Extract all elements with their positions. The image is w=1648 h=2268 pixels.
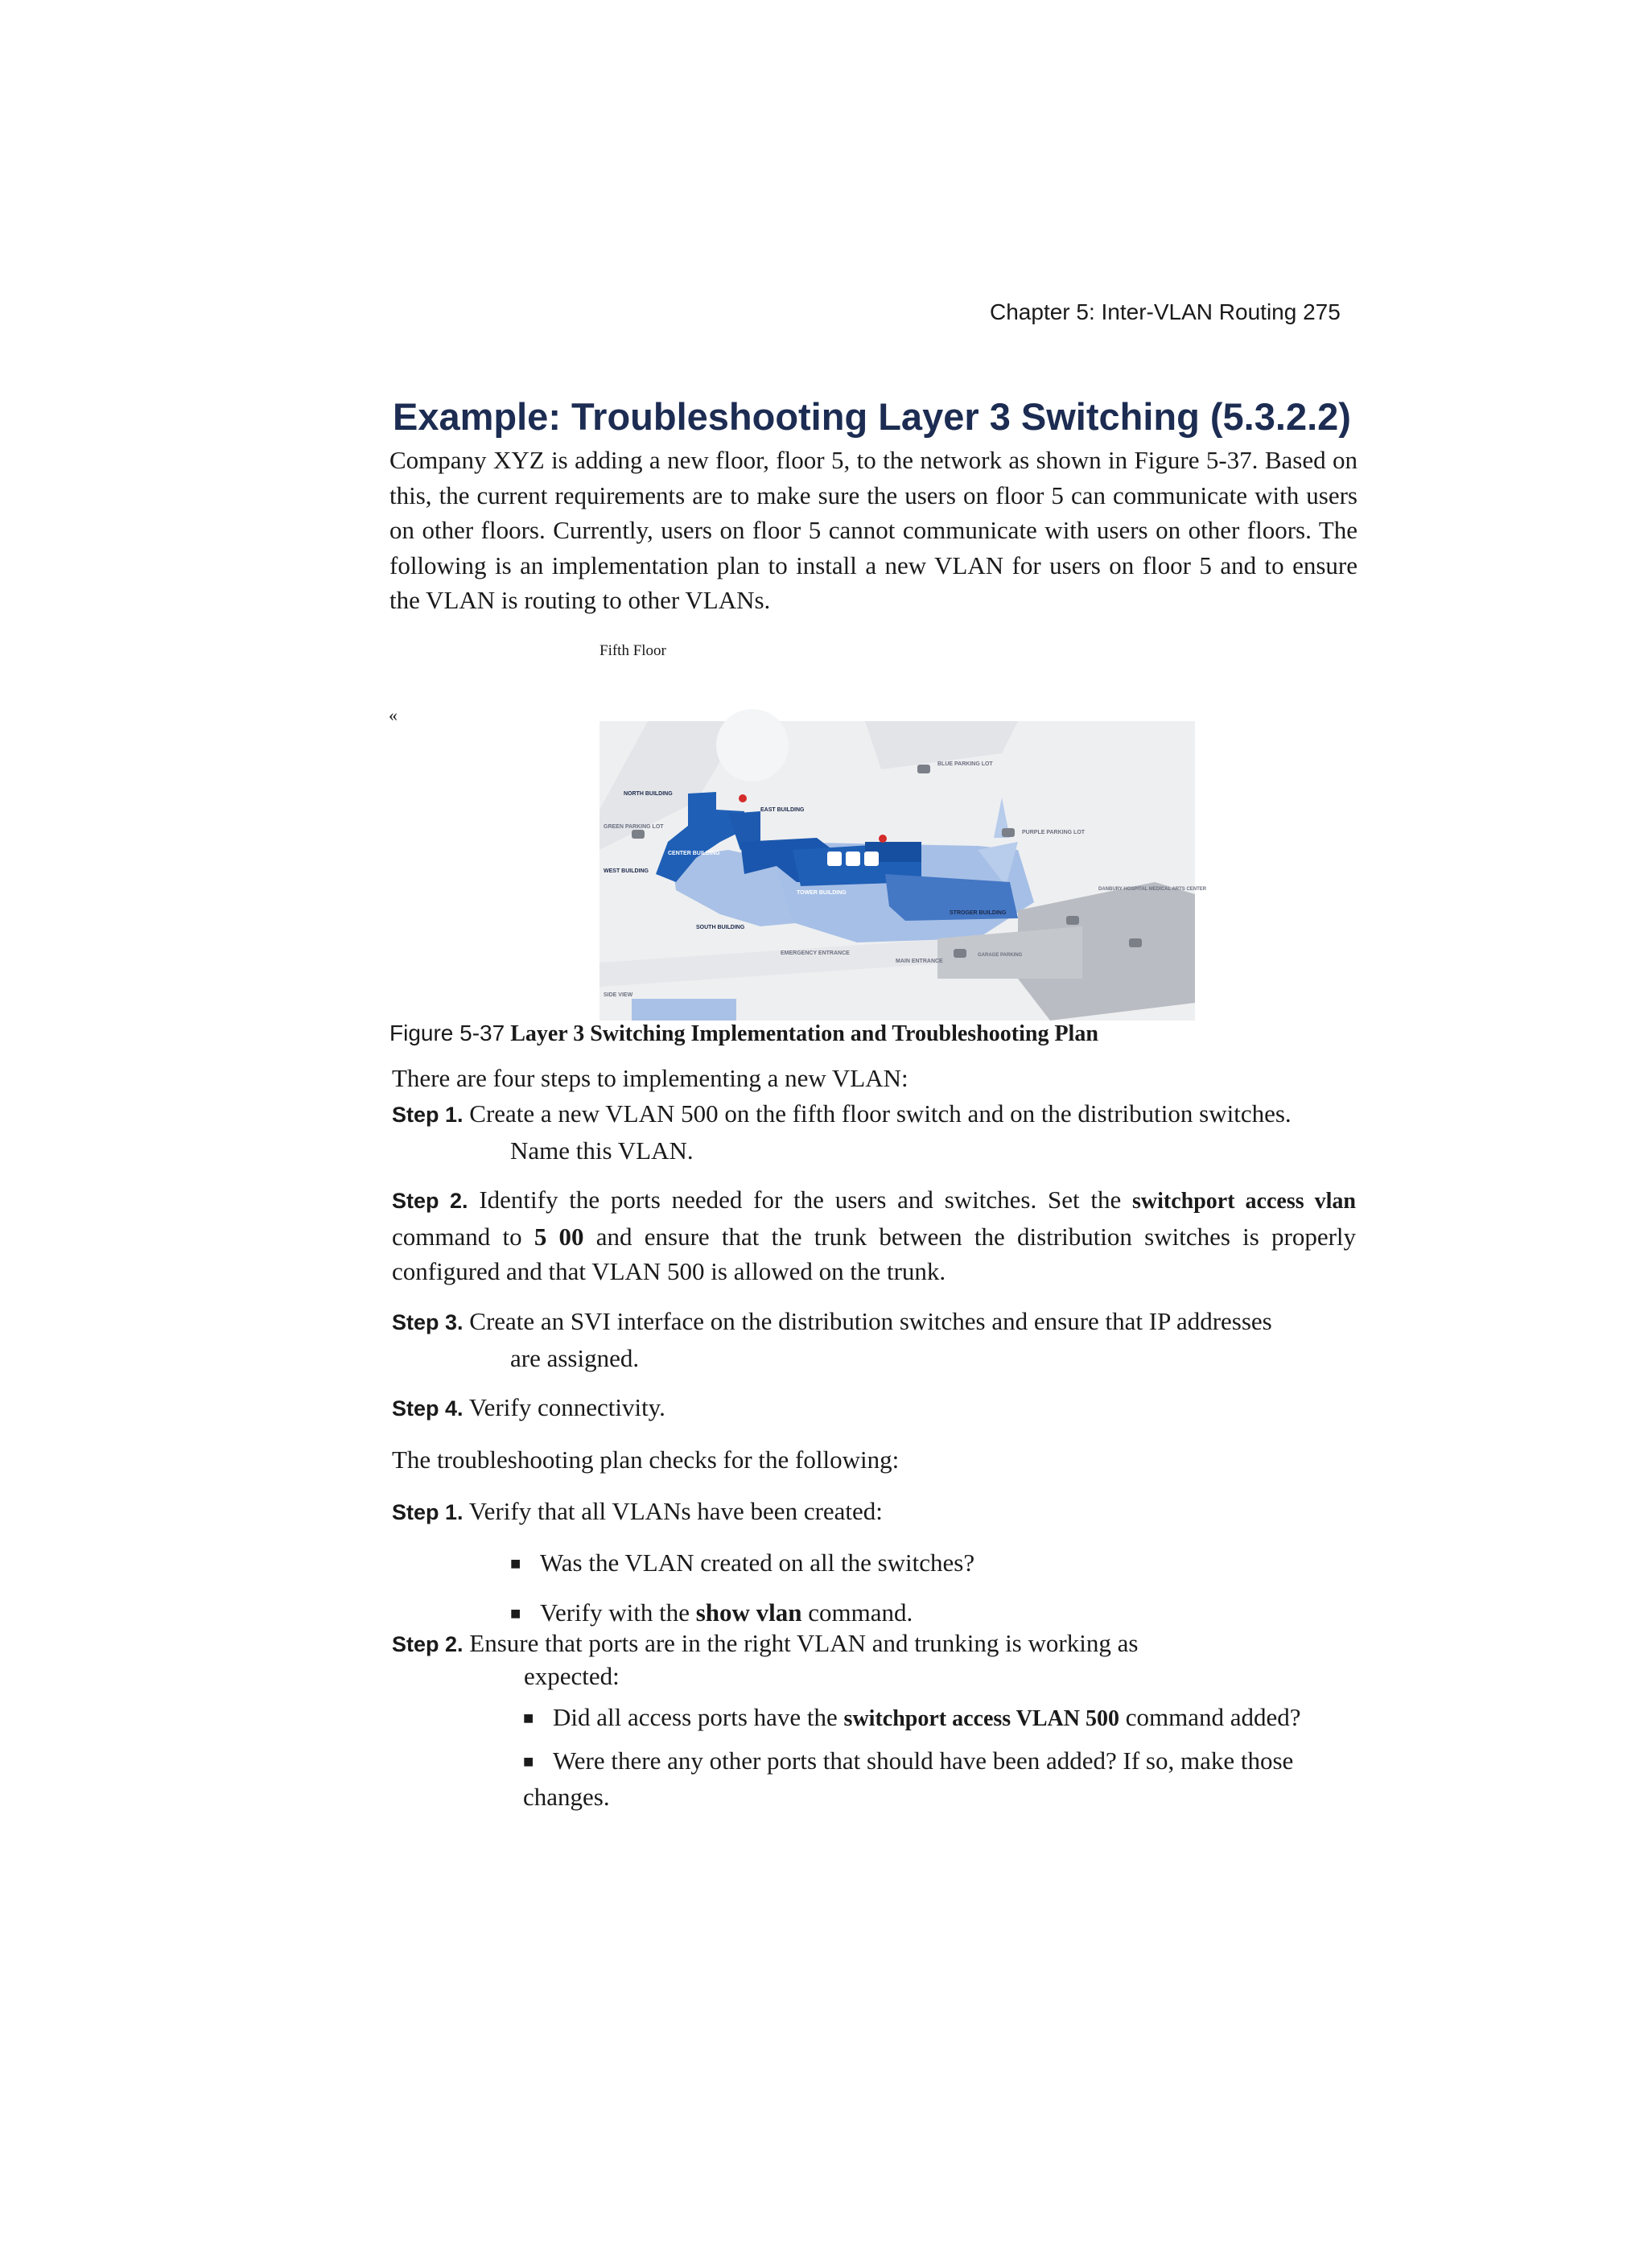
map-label: PURPLE PARKING LOT	[1022, 830, 1086, 835]
troubleshooting-lead: The troubleshooting plan checks for the following:	[392, 1445, 900, 1474]
bullet-text: Verify with the	[540, 1598, 690, 1627]
impl-step-1	[392, 1096, 1356, 1168]
ts-bullet-3	[523, 1700, 1301, 1737]
figure-top-label: Fifth Floor	[599, 642, 666, 659]
step-text: Verify connectivity.	[468, 1393, 665, 1421]
impl-step-4	[392, 1390, 1356, 1427]
bullet-square-icon: ■	[510, 1603, 521, 1623]
figure-caption-number: Figure 5-37	[389, 1021, 505, 1045]
accessibility-icon	[846, 852, 860, 866]
ts-bullet-1	[510, 1545, 974, 1581]
car-icon	[1129, 938, 1142, 947]
step-text: and ensure that the trunk between the distribution switches is properly configured and that VLAN 500 is allowed on the trunk.	[392, 1222, 1357, 1285]
map-label: CENTER BUILDING	[668, 851, 720, 856]
step-text: Create an SVI interface on the distribution switches and ensure that IP addresses	[469, 1307, 1272, 1335]
map-label: SOUTH BUILDING	[696, 925, 745, 930]
map-label: MAIN ENTRANCE	[896, 959, 943, 964]
bullet-square-icon: ■	[523, 1751, 534, 1771]
car-icon	[954, 949, 966, 958]
command-text: switchport access VLAN 500	[843, 1706, 1119, 1731]
step-continuation: are assigned.	[510, 1343, 640, 1372]
map-label: SIDE VIEW	[604, 992, 633, 998]
map-label: EMERGENCY ENTRANCE	[781, 950, 850, 956]
figure-caption	[389, 1021, 1098, 1047]
campus-map-svg	[599, 721, 1207, 1021]
bullet-text: Were there any other ports that should have been added? If so, make those	[553, 1746, 1294, 1775]
command-text: show vlan	[695, 1598, 802, 1627]
impl-step-3	[392, 1304, 1356, 1375]
side-view-strip	[632, 999, 736, 1021]
bullet-text: command added?	[1125, 1703, 1301, 1731]
running-header: Chapter 5: Inter-VLAN Routing 275	[990, 299, 1341, 324]
map-label: WEST BUILDING	[604, 868, 649, 874]
location-pin-icon	[739, 794, 747, 802]
step-text: Ensure that ports are in the right VLAN and trunking is working as	[469, 1629, 1139, 1657]
step-label: Step 1.	[392, 1103, 464, 1127]
step-text: command to	[392, 1222, 522, 1251]
step-label: Step 1.	[392, 1500, 464, 1524]
map-label: GREEN PARKING LOT	[604, 824, 664, 830]
map-label: BLUE PARKING LOT	[937, 761, 993, 767]
car-icon	[1002, 828, 1015, 837]
map-label: NORTH BUILDING	[624, 791, 673, 797]
map-label: GARAGE PARKING	[978, 953, 1023, 958]
bullet-square-icon: ■	[510, 1553, 521, 1573]
step-label: Step 4.	[392, 1396, 464, 1421]
location-pin-icon	[879, 835, 887, 843]
ts-bullet-4	[523, 1743, 1376, 1814]
elevator-icon	[864, 852, 879, 866]
vlan-number: 5 00	[534, 1222, 584, 1251]
roundabout	[716, 709, 789, 781]
bullet-text: Was the VLAN created on all the switches?	[540, 1548, 975, 1577]
step-continuation: Name this VLAN.	[510, 1136, 694, 1165]
map-label: EAST BUILDING	[760, 807, 805, 813]
bullet-continuation: changes.	[523, 1782, 610, 1811]
ts-step-2	[392, 1627, 1138, 1693]
ts-bullet-2	[510, 1595, 913, 1631]
impl-step-2	[392, 1182, 1356, 1289]
stray-mark: «	[389, 705, 398, 725]
map-label: STROGER BUILDING	[950, 910, 1007, 916]
car-icon	[1066, 916, 1079, 925]
step-text: Identify the ports needed for the users and switches. Set the	[479, 1186, 1122, 1214]
section-heading: Example: Troubleshooting Layer 3 Switching (5.3.2.2)	[393, 395, 1351, 438]
car-icon	[917, 765, 930, 773]
command-text: switchport access vlan	[1132, 1189, 1357, 1214]
step-text: Verify that all VLANs have been created:	[468, 1497, 883, 1525]
implementation-lead: There are four steps to implementing a new VLAN:	[392, 1064, 908, 1092]
figure-caption-title: Layer 3 Switching Implementation and Troubleshooting Plan	[510, 1021, 1098, 1046]
intro-paragraph: Company XYZ is adding a new floor, floor 5, to the network as shown in Figure 5-37. Based on this, the current requirements are to make sure the users on floor 5 can communicate with users on other floors. Currently, users on floor 5 cannot communicate with users on other floors. The following is an implementation plan to install a new VLAN for users on floor 5 and to ensure the VLAN is routing to other VLANs.	[389, 446, 1358, 614]
info-icon	[827, 852, 842, 866]
map-label: TOWER BUILDING	[797, 890, 847, 896]
step-continuation: expected:	[524, 1662, 620, 1690]
bullet-text: command.	[808, 1598, 913, 1627]
bullet-text: Did all access ports have the	[553, 1703, 838, 1731]
car-icon	[632, 830, 645, 839]
bullet-square-icon: ■	[523, 1708, 534, 1728]
step-label: Step 2.	[392, 1189, 468, 1213]
step-label: Step 3.	[392, 1310, 464, 1334]
ts-step-1	[392, 1494, 1356, 1531]
step-text: Create a new VLAN 500 on the fifth floor switch and on the distribution switches.	[469, 1099, 1292, 1128]
step-label: Step 2.	[392, 1632, 464, 1656]
map-label: DANBURY HOSPITAL MEDICAL ARTS CENTER	[1098, 887, 1207, 892]
campus-map-figure	[599, 721, 1207, 1021]
